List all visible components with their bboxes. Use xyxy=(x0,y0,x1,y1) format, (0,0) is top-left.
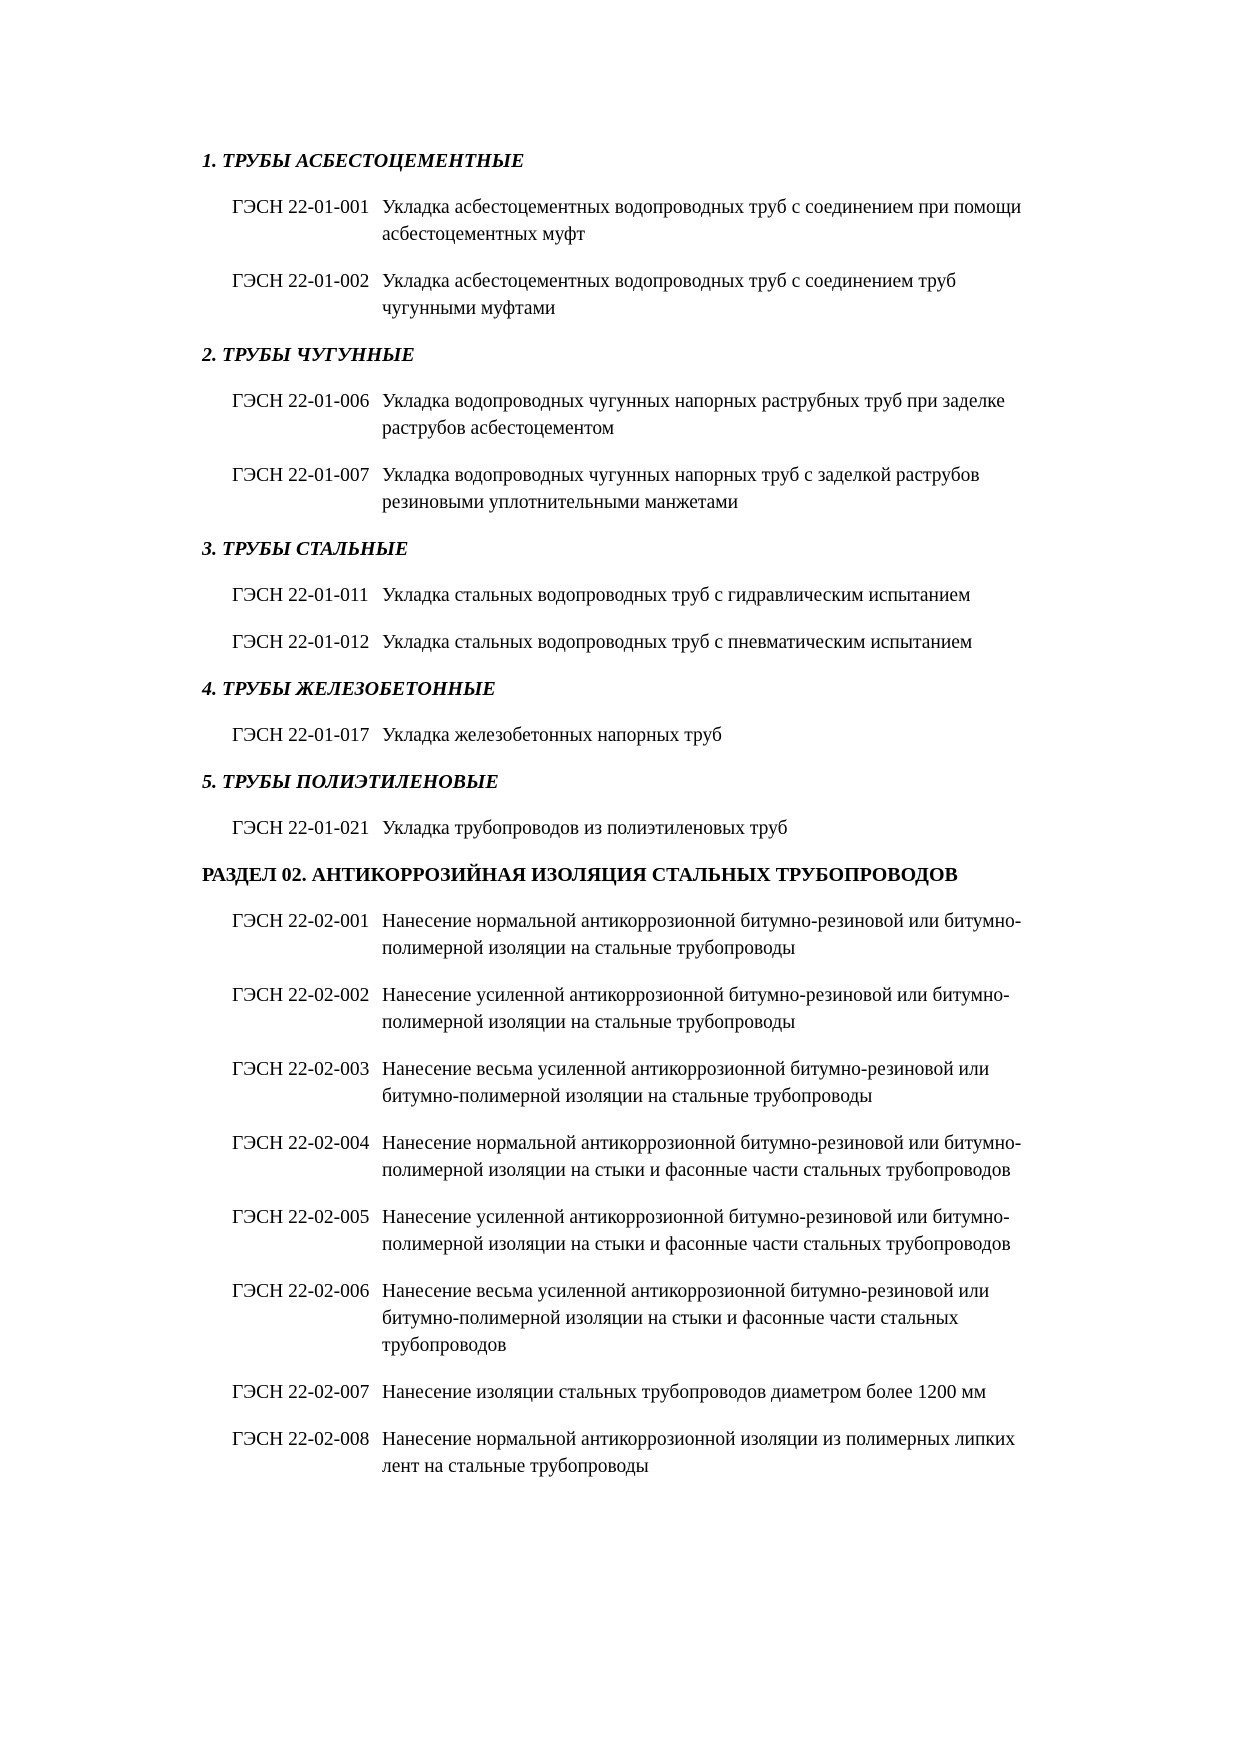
list-item xyxy=(202,1278,1082,1359)
norm-description: Нанесение весьма усиленной антикоррозионной битумно-резиновой или битумно-полимерной изоляции на стыки и фасонные части стальных трубопроводов xyxy=(382,1281,990,1356)
norm-description: Нанесение усиленной антикоррозионной битумно-резиновой или битумно-полимерной изоляции на стальные трубопроводы xyxy=(382,985,1010,1033)
section-heading: 2. ТРУБЫ ЧУГУННЫЕ xyxy=(202,344,415,366)
norm-description: Укладка водопроводных чугунных напорных труб с заделкой раструбов резиновыми уплотнительными манжетами xyxy=(382,465,980,513)
section xyxy=(202,342,1082,516)
section-heading: 5. ТРУБЫ ПОЛИЭТИЛЕНОВЫЕ xyxy=(202,771,499,793)
norm-description: Укладка трубопроводов из полиэтиленовых труб xyxy=(382,818,788,839)
norm-description: Нанесение усиленной антикоррозионной битумно-резиновой или битумно-полимерной изоляции на стыки и фасонные части стальных трубопроводов xyxy=(382,1207,1011,1255)
norm-code: ГЭСН 22-02-008 xyxy=(232,1429,370,1450)
norm-code: ГЭСН 22-02-005 xyxy=(232,1207,370,1228)
section-heading: 1. ТРУБЫ АСБЕСТОЦЕМЕНТНЫЕ xyxy=(202,150,525,172)
section xyxy=(202,769,1082,842)
list-item xyxy=(202,815,1082,842)
list-item xyxy=(202,629,1082,656)
norm-code: ГЭСН 22-02-006 xyxy=(232,1281,370,1302)
norm-description: Укладка железобетонных напорных труб xyxy=(382,725,722,746)
norm-code: ГЭСН 22-01-007 xyxy=(232,465,370,486)
list-item xyxy=(202,1426,1082,1480)
norm-description: Нанесение весьма усиленной антикоррозионной битумно-резиновой или битумно-полимерной изоляции на стальные трубопроводы xyxy=(382,1059,990,1107)
norm-description: Нанесение нормальной антикоррозионной битумно-резиновой или битумно-полимерной изоляции на стальные трубопроводы xyxy=(382,911,1022,959)
norm-code: ГЭСН 22-01-006 xyxy=(232,391,370,412)
norm-description: Укладка водопроводных чугунных напорных раструбных труб при заделке раструбов асбестоцементом xyxy=(382,391,1005,439)
section xyxy=(202,148,1082,322)
norm-code: ГЭСН 22-01-011 xyxy=(232,585,369,606)
norm-code: ГЭСН 22-01-017 xyxy=(232,725,370,746)
norm-code: ГЭСН 22-01-012 xyxy=(232,632,370,653)
list-item xyxy=(202,1204,1082,1258)
norm-description: Нанесение нормальной антикоррозионной изоляции из полимерных липких лент на стальные трубопроводы xyxy=(382,1429,1016,1477)
list-item xyxy=(202,1379,1082,1406)
norm-code: ГЭСН 22-02-007 xyxy=(232,1382,370,1403)
list-item xyxy=(202,1130,1082,1184)
list-item xyxy=(202,582,1082,609)
norm-description: Укладка стальных водопроводных труб с пневматическим испытанием xyxy=(382,632,973,653)
list-item xyxy=(202,1056,1082,1110)
list-item xyxy=(202,268,1082,322)
list-item xyxy=(202,462,1082,516)
norm-code: ГЭСН 22-01-021 xyxy=(232,818,370,839)
norm-description: Укладка асбестоцементных водопроводных труб с соединением при помощи асбестоцементных муфт xyxy=(382,197,1022,245)
norm-code: ГЭСН 22-02-003 xyxy=(232,1059,370,1080)
section xyxy=(202,676,1082,749)
section-heading: 4. ТРУБЫ ЖЕЛЕЗОБЕТОННЫЕ xyxy=(202,678,496,700)
norm-code: ГЭСН 22-02-001 xyxy=(232,911,370,932)
document-page xyxy=(202,148,1082,1500)
list-item xyxy=(202,194,1082,248)
norm-description: Укладка стальных водопроводных труб с гидравлическим испытанием xyxy=(382,585,971,606)
list-item xyxy=(202,722,1082,749)
norm-code: ГЭСН 22-01-002 xyxy=(232,271,370,292)
norm-description: Нанесение изоляции стальных трубопроводов диаметром более 1200 мм xyxy=(382,1382,987,1403)
section xyxy=(202,862,1082,1480)
norm-code: ГЭСН 22-01-001 xyxy=(232,197,370,218)
norm-description: Укладка асбестоцементных водопроводных труб с соединением труб чугунными муфтами xyxy=(382,271,956,319)
list-item xyxy=(202,388,1082,442)
norm-description: Нанесение нормальной антикоррозионной битумно-резиновой или битумно-полимерной изоляции на стыки и фасонные части стальных трубопроводов xyxy=(382,1133,1022,1181)
section-heading: 3. ТРУБЫ СТАЛЬНЫЕ xyxy=(202,538,409,560)
part-heading: РАЗДЕЛ 02. АНТИКОРРОЗИЙНАЯ ИЗОЛЯЦИЯ СТАЛЬНЫХ ТРУБОПРОВОДОВ xyxy=(202,864,958,886)
norm-code: ГЭСН 22-02-004 xyxy=(232,1133,370,1154)
norm-code: ГЭСН 22-02-002 xyxy=(232,985,370,1006)
section xyxy=(202,536,1082,656)
list-item xyxy=(202,982,1082,1036)
list-item xyxy=(202,908,1082,962)
